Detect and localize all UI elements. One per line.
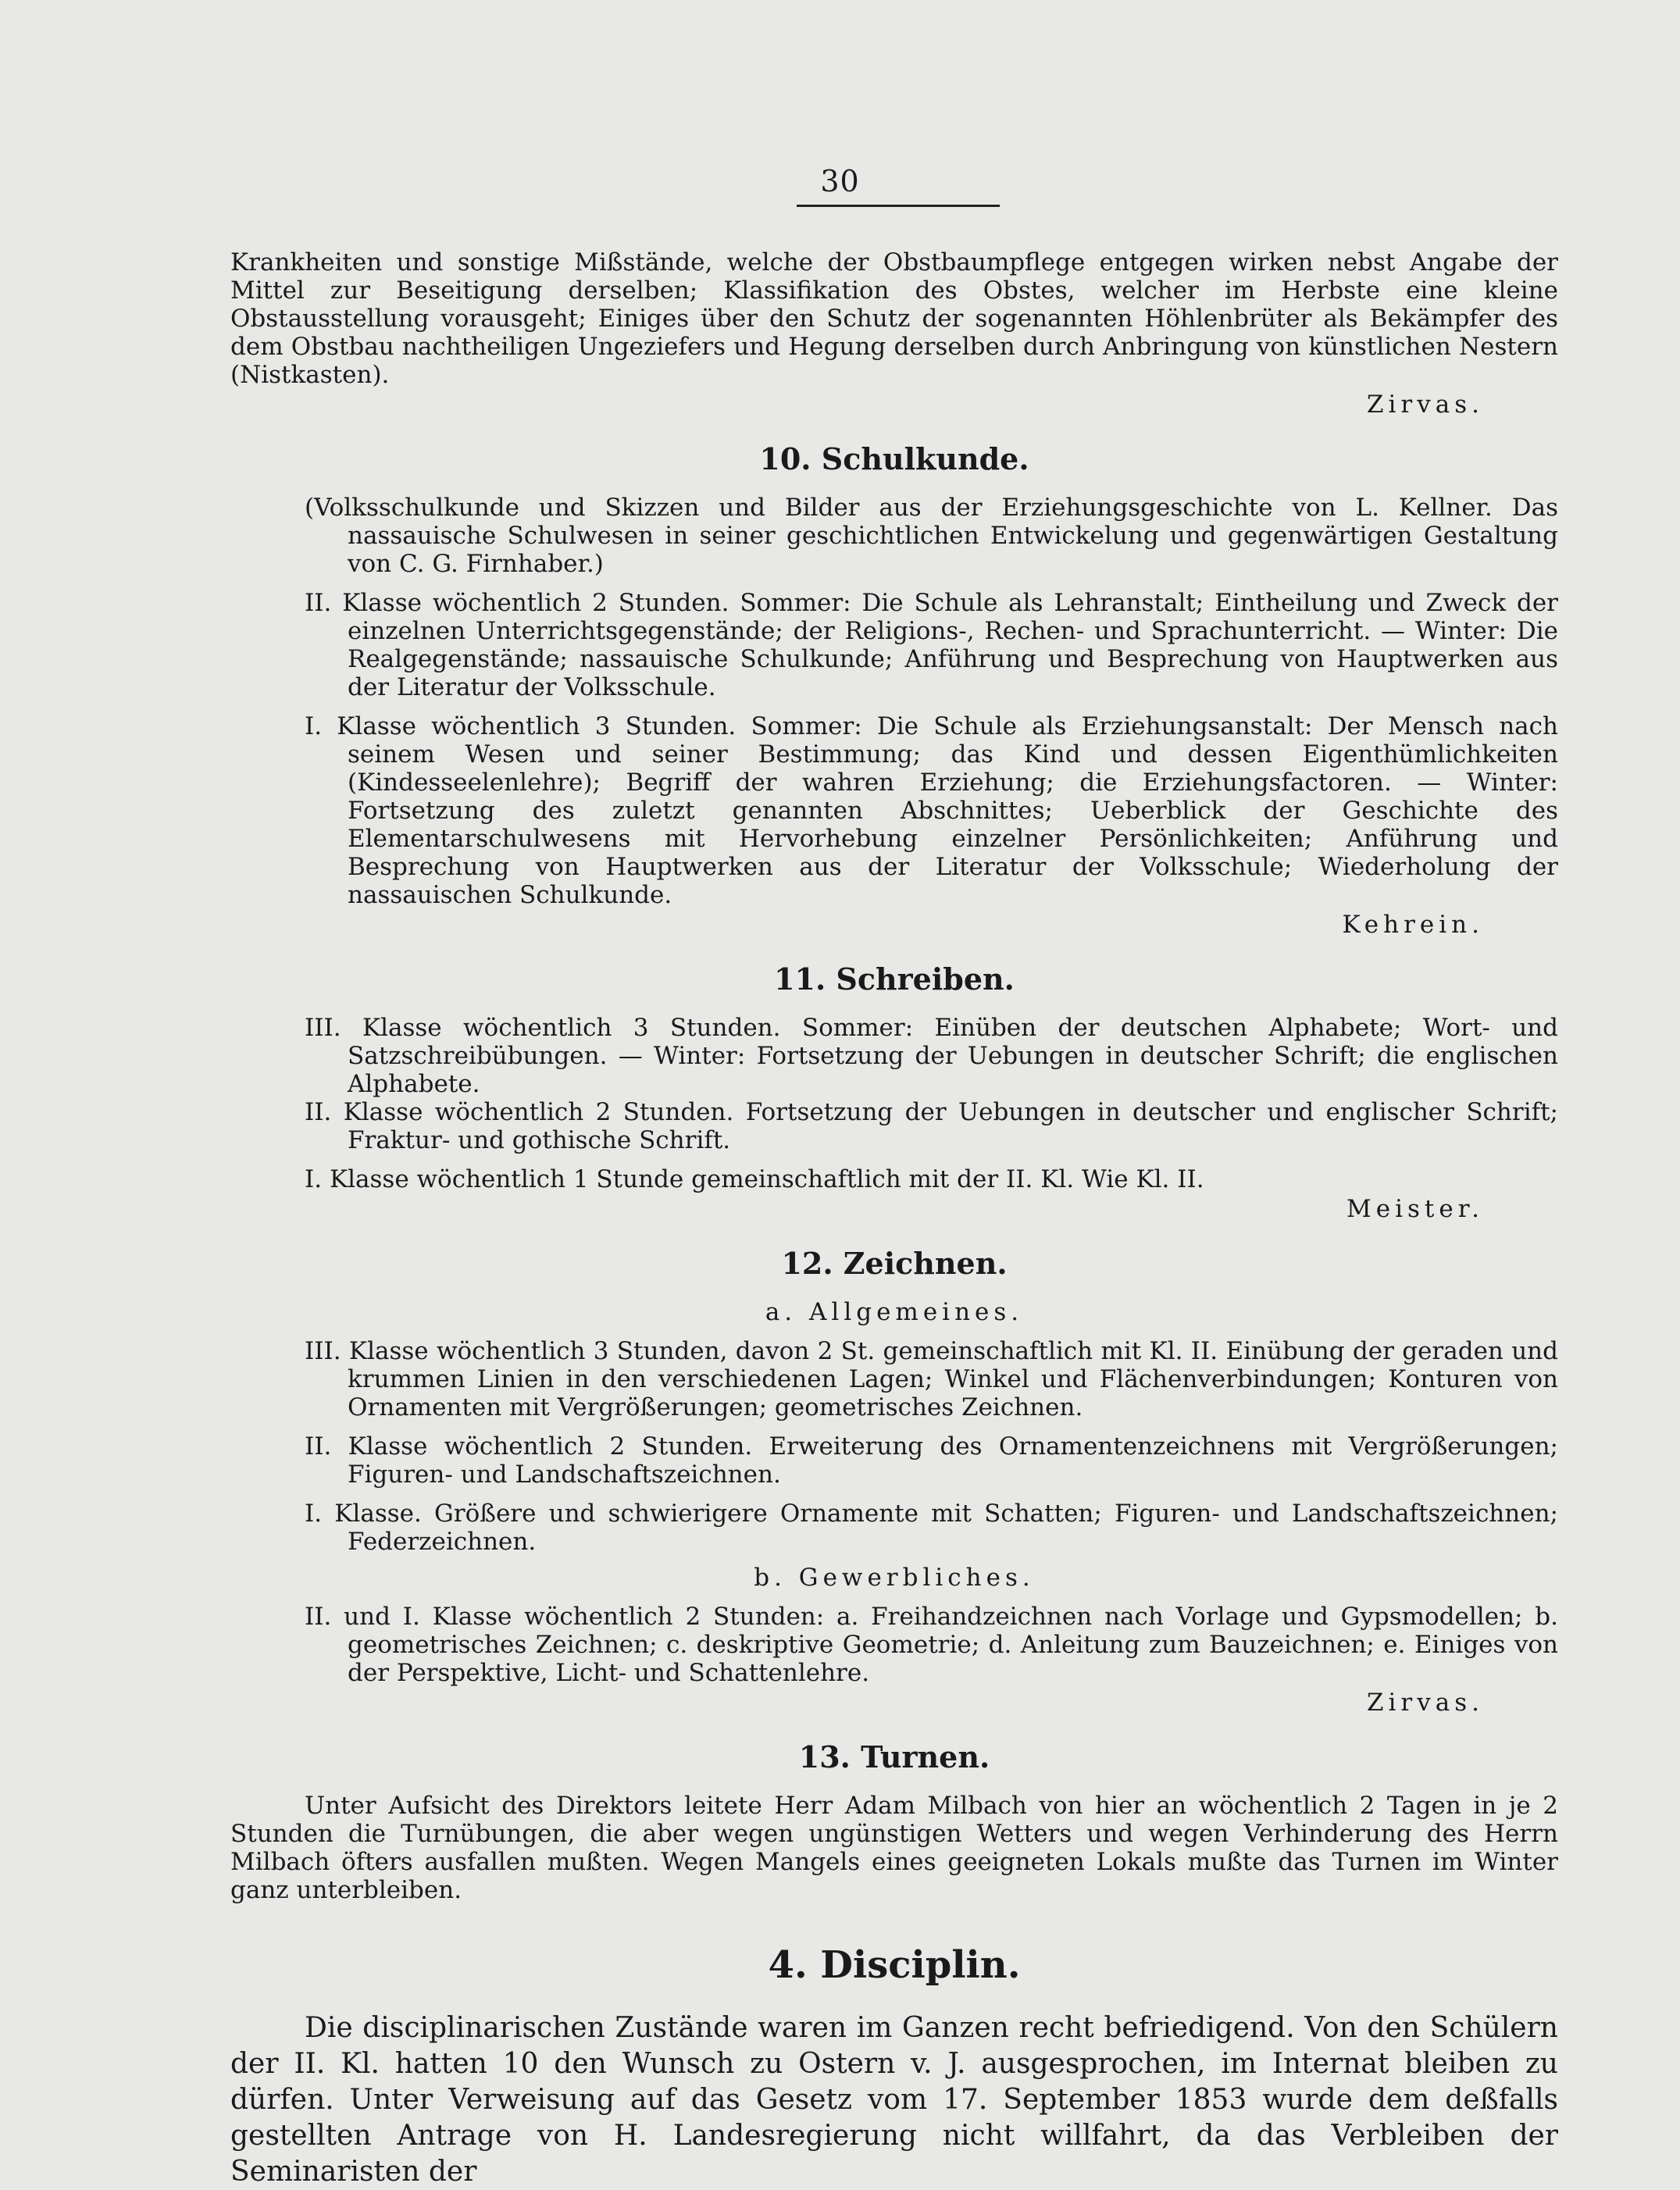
section-4-title: 4. Disciplin.	[768, 1943, 1021, 1987]
section-4-paragraph: Die disciplinarischen Zustände waren im Ganzen recht befriedigend. Von den Schülern der II. Kl. hatten 10 den Wunsch zu Ostern v. J. ausgesprochen, im Internat bleiben zu dürfen. Unter Verweisung auf das Gesetz vom 17. September 1853 wurde dem deßfalls gestellten Antrage von H. Landesregierung nicht willfahrt, da das Verbleiben der Seminaristen der	[230, 2012, 1558, 2188]
section-13-title: 13. Turnen.	[798, 1739, 990, 1774]
section-12-class-1: I. Klasse. Größere und schwierigere Ornamente mit Schatten; Figuren- und Landschaftszeichnen; Federzeichnen.	[305, 1500, 1558, 1556]
section-11-title: 11. Schreiben.	[774, 961, 1015, 997]
page-number: 30	[820, 164, 860, 198]
section-11-class-3: III. Klasse wöchentlich 3 Stunden. Sommer: Einüben der deutschen Alphabete; Wort- und Satzschreibübungen. — Winter: Fortsetzung der Uebungen in deutscher Schrift; die englischen Alphabete.	[305, 1014, 1558, 1098]
section-11-class-1: I. Klasse wöchentlich 1 Stunde gemeinschaftlich mit der II. Kl. Wie Kl. II.	[305, 1165, 1204, 1193]
section-12-signature: Zirvas.	[1366, 1689, 1484, 1717]
section-12-sub-a: a. Allgemeines.	[765, 1298, 1024, 1326]
section-12-class-3: III. Klasse wöchentlich 3 Stunden, davon 2 St. gemeinschaftlich mit Kl. II. Einübung der geraden und krummen Linien in den verschiedenen Lagen; Winkel und Flächenverbindungen; Konturen von Ornamenten mit Vergrößerungen; geometrisches Zeichnen.	[305, 1337, 1558, 1421]
section-10-note: (Volksschulkunde und Skizzen und Bilder aus der Erziehungsgeschichte von L. Kellner. Das nassauische Schulwesen in seiner geschichtlichen Entwickelung und gegenwärtigen Gestaltung von C. G. Firnhaber.)	[305, 494, 1558, 578]
intro-signature: Zirvas.	[1366, 391, 1484, 419]
section-12-class-2-1: II. und I. Klasse wöchentlich 2 Stunden: a. Freihandzeichnen nach Vorlage und Gypsmodellen; b. geometrisches Zeichnen; c. deskriptive Geometrie; d. Anleitung zum Bauzeichnen; e. Einiges von der Perspektive, Licht- und Schattenlehre.	[305, 1603, 1558, 1687]
section-12-class-2: II. Klasse wöchentlich 2 Stunden. Erweiterung des Ornamentenzeichnens mit Vergrößerungen; Figuren- und Landschaftszeichnen.	[305, 1432, 1558, 1489]
section-10-class-2: II. Klasse wöchentlich 2 Stunden. Sommer: Die Schule als Lehranstalt; Eintheilung und Zweck der einzelnen Unterrichtsgegenstände; der Religions-, Rechen- und Sprachunterricht. — Winter: Die Realgegenstände; nassauische Schulkunde; Anführung und Besprechung von Hauptwerken aus der Literatur der Volksschule.	[305, 589, 1558, 701]
section-11-class-2: II. Klasse wöchentlich 2 Stunden. Fortsetzung der Uebungen in deutscher und englischer Schrift; Fraktur- und gothische Schrift.	[305, 1098, 1558, 1154]
section-11-signature: Meister.	[1346, 1195, 1484, 1223]
section-12-title: 12. Zeichnen.	[781, 1246, 1008, 1281]
intro-paragraph: Krankheiten und sonstige Mißstände, welche der Obstbaumpflege entgegen wirken nebst Angabe der Mittel zur Beseitigung derselben; Klassifikation des Obstes, welcher im Herbste eine kleine Obstausstellung vorausgeht; Einiges über den Schutz der sogenannten Höhlenbrüter als Bekämpfer des dem Obstbau nachtheiligen Ungeziefers und Hegung derselben durch Anbringung von künstlichen Nestern (Nistkasten).	[230, 248, 1558, 389]
section-13-paragraph: Unter Aufsicht des Direktors leitete Herr Adam Milbach von hier an wöchentlich 2 Tagen in je 2 Stunden die Turnübungen, die aber wegen ungünstigen Wetters und wegen Verhinderung des Herrn Milbach öfters ausfallen mußten. Wegen Mangels eines geeigneten Lokals mußte das Turnen im Winter ganz unterbleiben.	[230, 1792, 1558, 1904]
section-10-signature: Kehrein.	[1342, 911, 1484, 939]
section-12-sub-b: b. Gewerbliches.	[754, 1564, 1035, 1592]
section-10-class-1: I. Klasse wöchentlich 3 Stunden. Sommer: Die Schule als Erziehungsanstalt: Der Mensch nach seinem Wesen und seiner Bestimmung; das Kind und dessen Eigenthümlichkeiten (Kindesseelenlehre); Begriff der wahren Erziehung; die Erziehungsfactoren. — Winter: Fortsetzung des zuletzt genannten Abschnittes; Ueberblick der Geschichte des Elementarschulwesens mit Hervorhebung einzelner Persönlichkeiten; Anführung und Besprechung von Hauptwerken aus der Literatur der Volksschule; Wiederholung der nassauischen Schulkunde.	[305, 712, 1558, 909]
section-10-title: 10. Schulkunde.	[759, 441, 1029, 476]
page-content	[230, 248, 1558, 2190]
header-rule	[797, 205, 1000, 207]
